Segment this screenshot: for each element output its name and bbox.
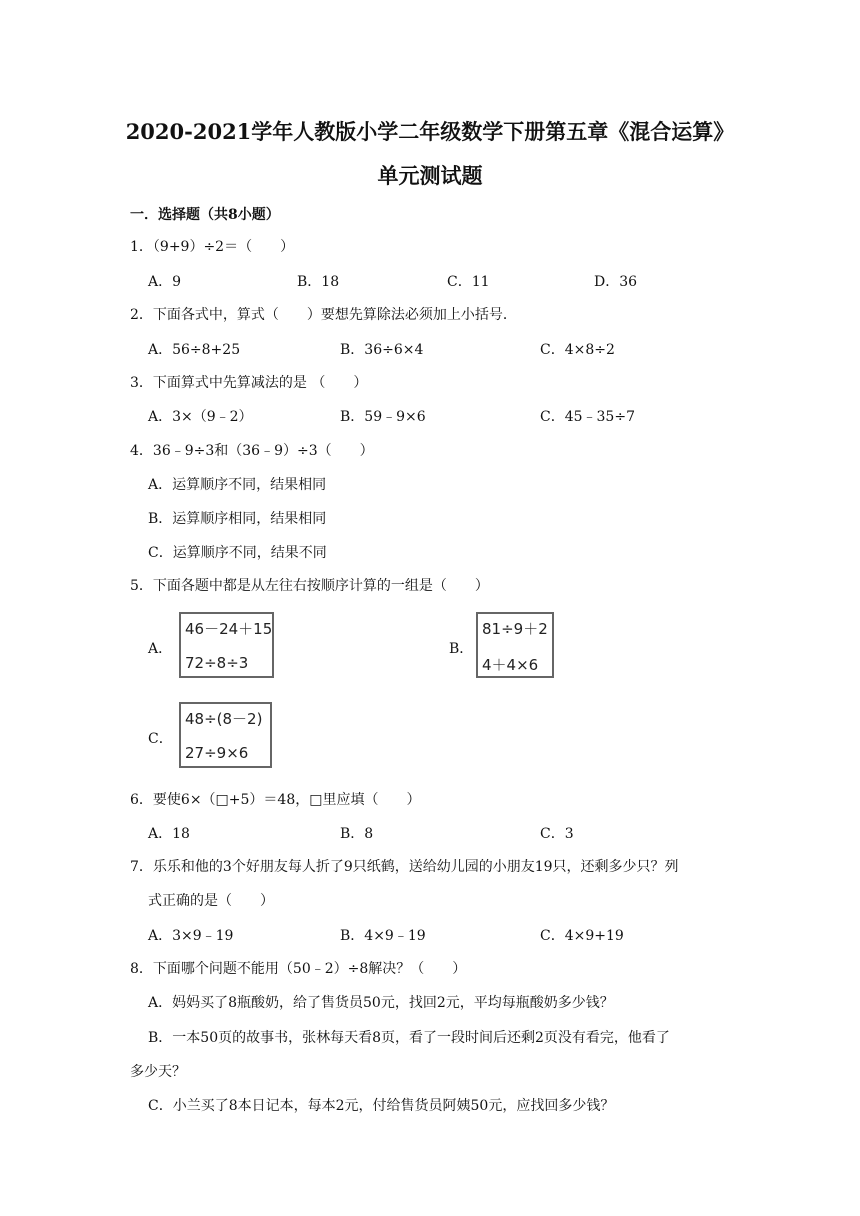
q8-option-b-continued: 多少天？ [130,1064,186,1080]
question-5: 5．下面各题中都是从左往右按顺序计算的一组是（ ） [130,578,489,594]
q7-option-c: C．4×9+19 [540,928,624,944]
question-3: 3．下面算式中先算减法的是 （ ） [130,375,368,391]
q5-expression-box-a [179,612,274,678]
q4-option-c: C．运算顺序不同，结果不同 [148,545,327,561]
q1-option-a: A．9 [148,274,182,290]
q5-expression-box-c [179,702,272,768]
q8-option-b: B．一本50页的故事书，张林每天看8页，看了一段时间后还剩2页没有看完，他看了 [148,1030,670,1046]
q6-option-a: A．18 [148,826,190,842]
question-2: 2．下面各式中，算式（ ）要想先算除法必须加上小括号． [130,307,517,323]
q5-option-a: A． [148,641,173,657]
section-heading: 一．选择题（共8小题） [130,207,280,223]
expression-line: 4＋4×6 [482,656,539,674]
question-6: 6．要使6×（□+5）＝48，□里应填（ ） [130,792,421,808]
q5-option-b: B． [449,641,474,657]
expression-line: 81÷9＋2 [482,620,548,638]
expression-line: 27÷9×6 [185,744,249,762]
q3-option-b: B．59﹣9×6 [340,409,426,425]
q3-option-a: A．3×（9﹣2） [148,409,253,425]
q1-option-d: D．36 [594,274,638,290]
q6-option-c: C．3 [540,826,574,842]
q5-expression-box-b [476,612,554,678]
question-1: 1．（9+9）÷2＝（ ） [130,239,295,255]
q8-option-a: A．妈妈买了8瓶酸奶，给了售货员50元，找回2元，平均每瓶酸奶多少钱？ [148,995,614,1011]
page-subtitle: 单元测试题 [377,163,483,188]
q2-option-a: A．56÷8+25 [148,342,241,358]
q7-option-a: A．3×9﹣19 [148,928,234,944]
q7-option-b: B．4×9﹣19 [340,928,426,944]
question-4: 4．36﹣9÷3和（36﹣9）÷3（ ） [130,443,374,459]
q4-option-a: A．运算顺序不同，结果相同 [148,477,327,493]
q2-option-b: B．36÷6×4 [340,342,424,358]
question-7-continued: 式正确的是（ ） [148,893,274,909]
q4-option-b: B．运算顺序相同，结果相同 [148,511,327,527]
expression-line: 46－24＋15 [185,620,273,638]
q1-option-b: B．18 [297,274,340,290]
q5-option-c: C． [148,731,173,747]
q8-option-c: C．小兰买了8本日记本，每本2元，付给售货员阿姨50元，应找回多少钱？ [148,1098,615,1114]
q2-option-c: C．4×8÷2 [540,342,615,358]
expression-line: 72÷8÷3 [185,654,249,672]
q1-option-c: C．11 [447,274,490,290]
question-7: 7．乐乐和他的3个好朋友每人折了9只纸鹤，送给幼儿园的小朋友19只，还剩多少只？列 [130,859,679,875]
page-title: 2020-2021学年人教版小学二年级数学下册第五章《混合运算》 [125,119,735,144]
question-8: 8．下面哪个问题不能用（50﹣2）÷8解决？（ ） [130,961,467,977]
expression-line: 48÷(8－2) [185,710,263,728]
q6-option-b: B．8 [340,826,374,842]
q3-option-c: C．45﹣35÷7 [540,409,635,425]
